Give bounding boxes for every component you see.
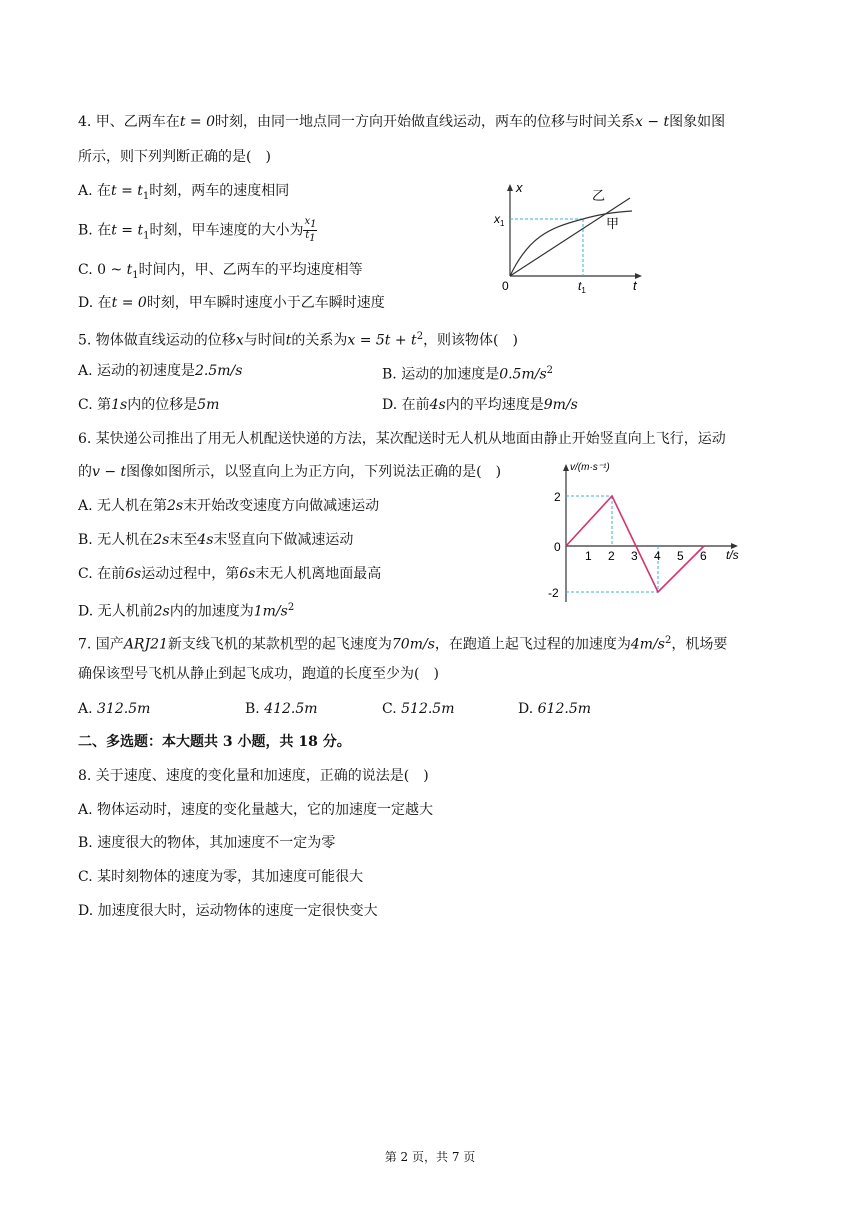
vt-ytick-neg2: -2 (548, 586, 559, 600)
q6-option-c: C. 在前6s运动过程中，第6s末无人机离地面最高 (78, 566, 382, 582)
vt-xtick-5: 5 (677, 549, 684, 563)
q4-option-a: A. 在$t = t_1$时刻，两车的速度相同 (78, 183, 290, 202)
vt-v-axis-label: v/(m·s⁻¹) (570, 462, 610, 473)
vt-xtick-3: 3 (631, 549, 638, 563)
xt-line-jia (510, 198, 630, 276)
page-footer: 第 2 页，共 7 页 (384, 1150, 476, 1164)
q6-vt-graph (540, 456, 760, 606)
xt-origin-label: 0 (502, 279, 509, 293)
q8-option-c: C. 某时刻物体的速度为零，其加速度可能很大 (78, 869, 364, 885)
q6-option-b: B. 无人机在2s末至4s末竖直向下做减速运动 (78, 532, 354, 548)
q5-option-b: B. 运动的加速度是$0.5m/s^2$ (382, 365, 554, 383)
q5-option-d: D. 在前4s内的平均速度是9m/s (382, 397, 578, 413)
vt-xtick-4: 4 (654, 549, 661, 563)
q7-stem-line2: 确保该型号飞机从静止到起飞成功，跑道的长度至少为( ) (78, 666, 439, 682)
q6-stem-line1: 6. 某快递公司推出了用无人机配送快递的方法，某次配送时无人机从地面由静止开始竖直向上飞行，运动 (78, 431, 726, 447)
xt-t-axis-label: t (633, 278, 637, 293)
vt-xtick-1: 1 (585, 549, 592, 563)
vt-origin-label: 0 (554, 540, 561, 554)
q4-option-b: B. 在$t = t_1$时刻，甲车速度的大小为 $\frac{x_1}{t_1}$ (78, 216, 317, 244)
section-2-title: 二、多选题：本大题共 3 小题，共 18 分。 (78, 734, 351, 750)
q7-option-c: C. 512.5m (382, 701, 455, 717)
vt-xtick-6: 6 (700, 549, 707, 563)
xt-x-axis-arrow (507, 184, 513, 191)
xt-jia-label: 甲 (606, 216, 620, 231)
q4-option-d: D. 在t = 0时刻，甲车瞬时速度小于乙车瞬时速度 (78, 295, 385, 311)
q6-option-a: A. 无人机在第2s末开始改变速度方向做减速运动 (78, 498, 380, 514)
xt-yi-label: 乙 (592, 188, 606, 203)
q7-option-b: B. 412.5m (245, 701, 318, 717)
q6-option-d: D. 无人机前2s内的加速度为$1m/s^2$ (78, 602, 295, 620)
xt-t1-label: $t_1$ (578, 279, 586, 295)
q8-option-d: D. 加速度很大时，运动物体的速度一定很快变大 (78, 903, 378, 919)
q4-stem-line2: 所示，则下列判断正确的是( ) (78, 149, 271, 165)
q4-stem-line1: 4. 甲、乙两车在t = 0时刻，由同一地点同一方向开始做直线运动，两车的位移与时间关系x − t图象如图 (78, 114, 726, 130)
q8-option-a: A. 物体运动时，速度的变化量越大，它的加速度一定越大 (78, 802, 434, 818)
vt-xtick-2: 2 (608, 549, 615, 563)
q7-option-d: D. 612.5m (518, 701, 591, 717)
q6-stem-line2: 的v − t图像如图所示，以竖直向上为正方向，下列说法正确的是( ) (78, 464, 502, 480)
vt-ytick-2: 2 (554, 490, 561, 504)
q5-stem: 5. 物体做直线运动的位移x与时间t的关系为$x = 5t + t^2$，则该物体( ) (78, 331, 518, 349)
q4-xt-graph (490, 176, 660, 298)
xt-x-axis-label: x (516, 180, 523, 195)
vt-line (566, 496, 704, 592)
x1-over-t1-fraction: $\frac{x_1}{t_1}$ (304, 216, 317, 244)
q8-stem: 8. 关于速度、速度的变化量和加速度，正确的说法是( ) (78, 768, 429, 784)
vt-v-axis-arrow (563, 464, 569, 471)
xt-x1-label: $x_1$ (494, 212, 505, 228)
q7-stem-line1: 7. 国产ARJ21新支线飞机的某款机型的起飞速度为70m/s，在跑道上起飞过程的加速度为$4m/s^2$，机场要 (78, 635, 728, 653)
q5-option-c: C. 第1s内的位移是5m (78, 397, 220, 413)
q4-option-c: C. 0 ~ $t_1$时间内，甲、乙两车的平均速度相等 (78, 262, 363, 281)
q8-option-b: B. 速度很大的物体，其加速度不一定为零 (78, 835, 336, 851)
q5-option-a: A. 运动的初速度是2.5m/s (78, 363, 243, 379)
q7-option-a: A. 312.5m (78, 701, 151, 717)
vt-t-axis-label: t/s (726, 548, 739, 562)
